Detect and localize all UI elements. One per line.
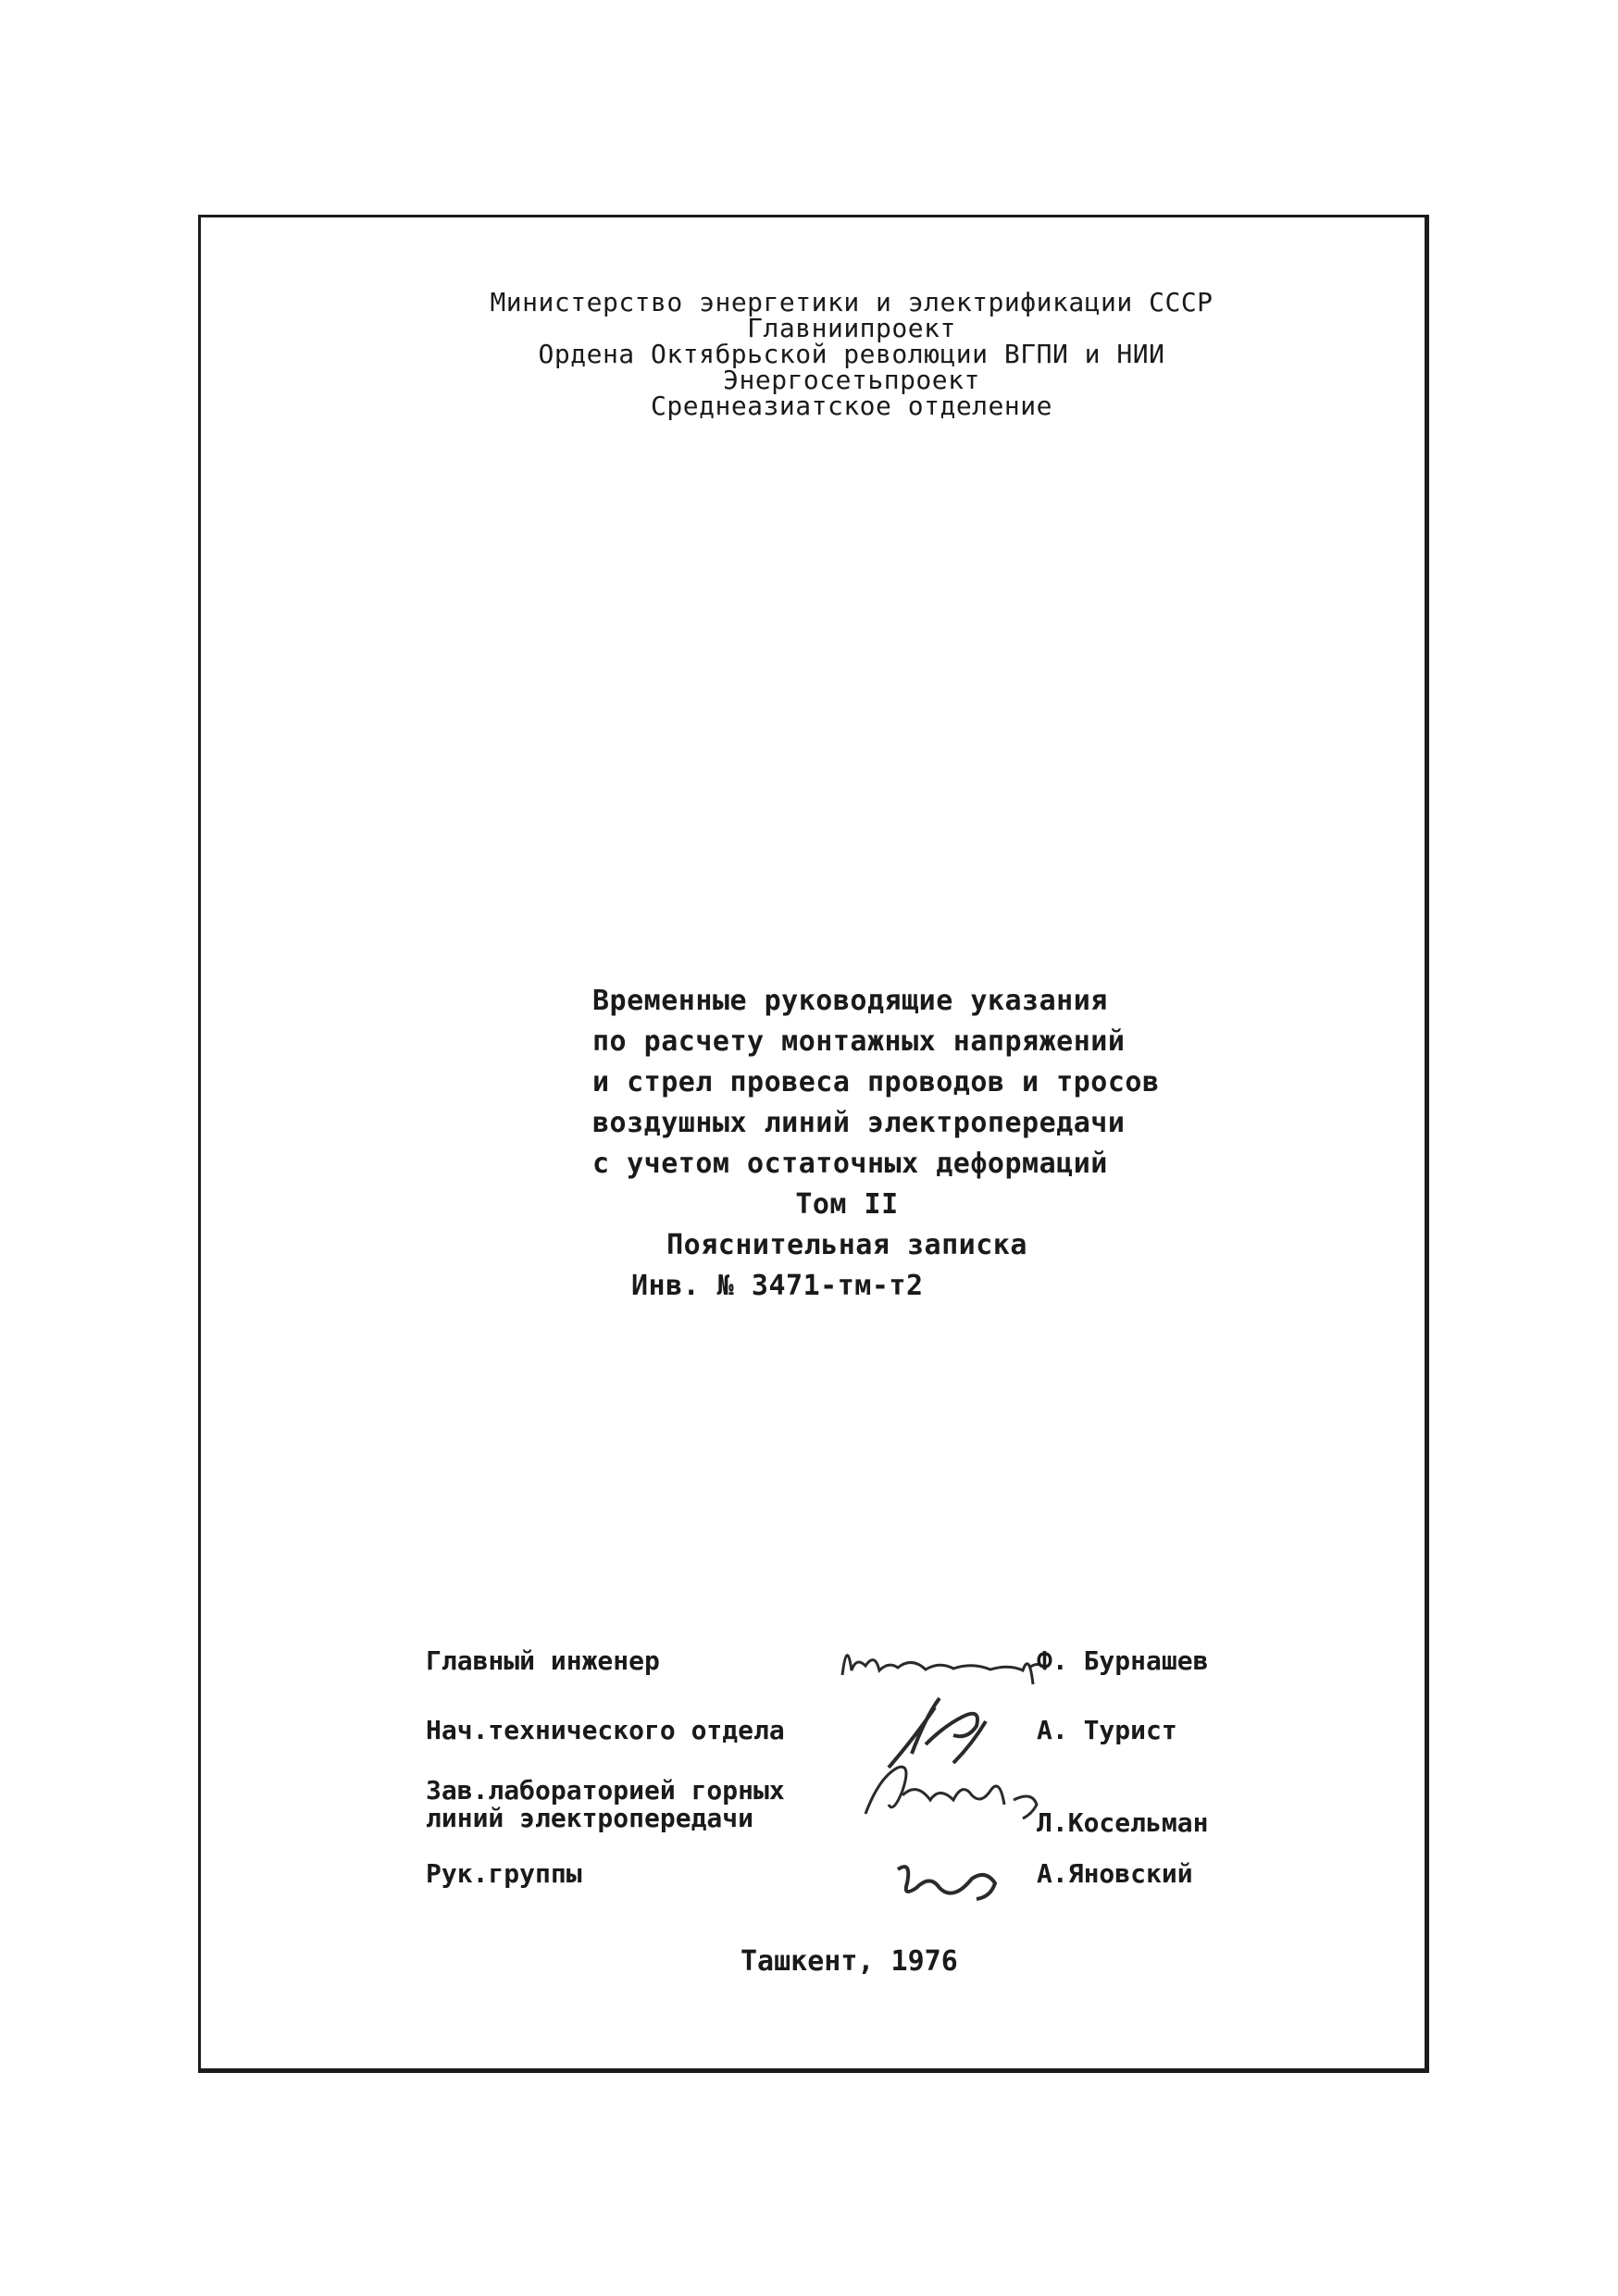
signature-position: Зав.лабораторией горных линий электропередачи (426, 1775, 785, 1833)
document-title-block (592, 981, 1222, 1307)
header-line-institute: Ордена Октябрьской революции ВГПИ и НИИ (538, 339, 1165, 369)
title-line-5: с учетом остаточных деформаций (592, 1148, 1108, 1180)
volume-label: Том II (795, 1188, 899, 1221)
title-line-1: Временные руководящие указания (592, 985, 1108, 1017)
header-line-glavniiproekt: Главниипроект (747, 313, 956, 343)
signatory-name: Ф. Бурнашев (1037, 1645, 1209, 1676)
signatory-name: А. Турист (1037, 1715, 1177, 1745)
title-line-2: по расчету монтажных напряжений (592, 1025, 1126, 1058)
signatory-name: Л.Косельман (1037, 1807, 1209, 1838)
title-line-4: воздушных линий электропередачи (592, 1107, 1126, 1139)
header-line-department: Среднеазиатское отделение (651, 391, 1052, 421)
city-year: Ташкент, 1976 (741, 1945, 958, 1978)
title-line-3: и стрел провеса проводов и тросов (592, 1066, 1160, 1098)
header-line-ministry: Министерство энергетики и электрификации СССР (490, 287, 1214, 317)
inventory-number: Инв. № 3471-тм-т2 (631, 1270, 924, 1302)
signatory-name: А.Яновский (1037, 1858, 1193, 1889)
organization-header (444, 287, 1259, 421)
signature-position: Нач.технического отдела (426, 1715, 785, 1745)
signature-position: Главный инженер (426, 1645, 660, 1676)
header-line-energosetproekt: Энергосетьпроект (723, 365, 980, 395)
signature-row-group-lead (426, 1860, 1240, 1925)
document-subtitle: Пояснительная записка (666, 1229, 1027, 1261)
signature-position: Рук.группы (426, 1858, 582, 1889)
